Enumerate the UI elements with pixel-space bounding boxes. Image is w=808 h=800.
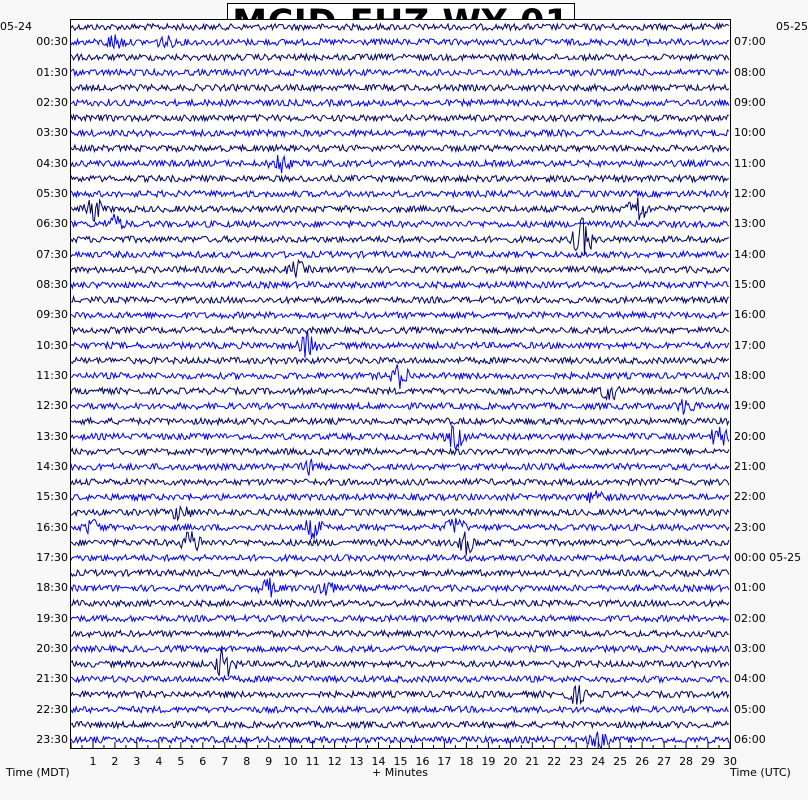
right-hour-label: 04:00 — [734, 672, 766, 686]
minute-tick-label: 6 — [199, 755, 207, 768]
trace-row-4 — [71, 85, 729, 91]
trace-row-21 — [71, 330, 729, 357]
trace-row-31 — [71, 491, 729, 504]
minute-tick-label: 24 — [591, 755, 606, 768]
bottom-axis-label: + Minutes — [372, 766, 429, 779]
right-hour-label: 10:00 — [734, 126, 766, 140]
trace-row-0 — [71, 24, 729, 30]
minute-tick-label: 20 — [503, 755, 518, 768]
trace-row-6 — [71, 115, 729, 121]
left-hour-label: 13:30 — [36, 429, 68, 443]
minute-tick-label: 29 — [701, 755, 716, 768]
trace-row-16 — [71, 260, 729, 277]
minute-tick-label: 16 — [415, 755, 430, 768]
minute-tick-label: 4 — [155, 755, 163, 768]
minute-tick-label: 12 — [327, 755, 342, 768]
left-date-label: 05-24 — [0, 20, 32, 33]
left-hour-label: 14:30 — [36, 459, 68, 473]
left-hour-label: 15:30 — [36, 490, 68, 504]
trace-row-33 — [71, 518, 729, 539]
left-hour-label: 02:30 — [36, 95, 68, 109]
left-hour-label: 18:30 — [36, 581, 68, 595]
trace-row-11 — [71, 191, 729, 197]
right-hour-label: 06:00 — [734, 732, 766, 746]
right-hour-label: 12:00 — [734, 186, 766, 200]
right-hour-label: 09:00 — [734, 95, 766, 109]
right-hour-label: 22:00 — [734, 490, 766, 504]
left-hour-label: 00:30 — [36, 35, 68, 49]
right-hour-label: 05:00 — [734, 702, 766, 716]
trace-row-17 — [71, 282, 729, 288]
right-date-label: 05-25 — [776, 20, 808, 33]
left-hour-label: 19:30 — [36, 611, 68, 625]
trace-row-44 — [71, 685, 729, 704]
right-hour-label: 11:00 — [734, 156, 766, 170]
minute-tick-label: 21 — [525, 755, 540, 768]
right-hour-label: 14:00 — [734, 247, 766, 261]
right-hour-label: 13:00 — [734, 217, 766, 231]
left-hour-label: 10:30 — [36, 338, 68, 352]
trace-row-23 — [71, 364, 729, 389]
minute-tick-label: 9 — [265, 755, 273, 768]
minute-tick-label: 11 — [305, 755, 320, 768]
trace-row-46 — [71, 722, 729, 728]
left-hour-label: 09:30 — [36, 308, 68, 322]
right-hour-label: 07:00 — [734, 35, 766, 49]
trace-row-25 — [71, 399, 729, 414]
trace-row-35 — [71, 555, 729, 561]
trace-row-36 — [71, 570, 729, 576]
minute-tick-label: 27 — [657, 755, 672, 768]
trace-row-45 — [71, 706, 729, 712]
right-hour-label: 18:00 — [734, 368, 766, 382]
trace-row-20 — [71, 327, 729, 333]
left-hour-label: 07:30 — [36, 247, 68, 261]
left-hour-label: 08:30 — [36, 277, 68, 291]
left-hour-label: 03:30 — [36, 126, 68, 140]
helicorder-traces — [71, 20, 730, 748]
right-hour-label: 23:00 — [734, 520, 766, 534]
trace-row-22 — [71, 358, 729, 364]
minute-tick-label: 17 — [437, 755, 452, 768]
right-hour-label: 19:00 — [734, 399, 766, 413]
right-hour-label: 15:00 — [734, 277, 766, 291]
left-hour-label: 22:30 — [36, 702, 68, 716]
right-hour-label: 08:00 — [734, 65, 766, 79]
trace-row-28 — [71, 449, 729, 455]
left-hour-label: 12:30 — [36, 399, 68, 413]
right-hour-label: 16:00 — [734, 308, 766, 322]
left-axis-label: Time (MDT) — [6, 766, 70, 779]
left-hour-label: 01:30 — [36, 65, 68, 79]
minute-tick-label: 26 — [635, 755, 650, 768]
right-hour-label: 02:00 — [734, 611, 766, 625]
left-hour-label: 06:30 — [36, 217, 68, 231]
right-axis-label: Time (UTC) — [730, 766, 791, 779]
trace-row-12 — [71, 197, 729, 221]
right-hour-label: 20:00 — [734, 429, 766, 443]
minute-tick-label: 15 — [393, 755, 408, 768]
left-hour-label: 16:30 — [36, 520, 68, 534]
left-hour-label: 20:30 — [36, 641, 68, 655]
minute-tick-label: 13 — [349, 755, 364, 768]
trace-row-41 — [71, 646, 729, 652]
trace-row-30 — [71, 479, 729, 485]
right-hour-label: 00:00 05-25 — [734, 550, 802, 564]
trace-row-27 — [71, 426, 729, 450]
left-hour-label: 23:30 — [36, 732, 68, 746]
minute-tick-label: 23 — [569, 755, 584, 768]
minute-tick-label: 25 — [613, 755, 628, 768]
helicorder-plot-area — [70, 19, 731, 749]
trace-row-43 — [71, 676, 729, 682]
trace-row-40 — [71, 631, 729, 637]
left-hour-label: 05:30 — [36, 186, 68, 200]
trace-row-9 — [71, 155, 729, 173]
trace-row-2 — [71, 54, 729, 60]
trace-row-19 — [71, 312, 729, 318]
trace-row-8 — [71, 145, 729, 151]
minute-tick-label: 2 — [111, 755, 119, 768]
trace-row-10 — [71, 176, 729, 182]
minute-tick-label: 7 — [221, 755, 229, 768]
right-hour-label: 03:00 — [734, 641, 766, 655]
trace-row-29 — [71, 459, 729, 476]
right-hour-label: 21:00 — [734, 459, 766, 473]
trace-row-32 — [71, 507, 729, 520]
left-hour-label: 17:30 — [36, 550, 68, 564]
trace-row-5 — [71, 100, 729, 106]
minute-tick-label: 10 — [283, 755, 298, 768]
minute-tick-label: 18 — [459, 755, 474, 768]
right-hour-label: 17:00 — [734, 338, 766, 352]
minute-tick-label: 3 — [133, 755, 141, 768]
trace-row-15 — [71, 251, 729, 257]
minute-tick-label: 30 — [723, 755, 737, 768]
trace-row-34 — [71, 531, 729, 555]
trace-row-37 — [71, 578, 729, 598]
trace-row-18 — [71, 297, 729, 303]
minute-tick-label: 8 — [243, 755, 251, 768]
minute-tick-label: 5 — [177, 755, 185, 768]
minute-tick-label: 19 — [481, 755, 496, 768]
trace-row-3 — [71, 69, 729, 75]
trace-row-13 — [71, 214, 729, 229]
minute-tick-label: 22 — [547, 755, 562, 768]
left-hour-label: 21:30 — [36, 672, 68, 686]
trace-row-1 — [71, 35, 729, 49]
left-hour-label: 11:30 — [36, 368, 68, 382]
minute-tick-label: 28 — [679, 755, 694, 768]
trace-row-38 — [71, 600, 729, 606]
right-hour-label: 01:00 — [734, 581, 766, 595]
trace-row-26 — [71, 418, 729, 424]
trace-row-7 — [71, 130, 729, 136]
left-hour-label: 04:30 — [36, 156, 68, 170]
trace-row-42 — [71, 649, 729, 677]
minute-tick-label: 1 — [89, 755, 97, 768]
trace-row-39 — [71, 615, 729, 621]
minute-tick-label: 14 — [371, 755, 386, 768]
